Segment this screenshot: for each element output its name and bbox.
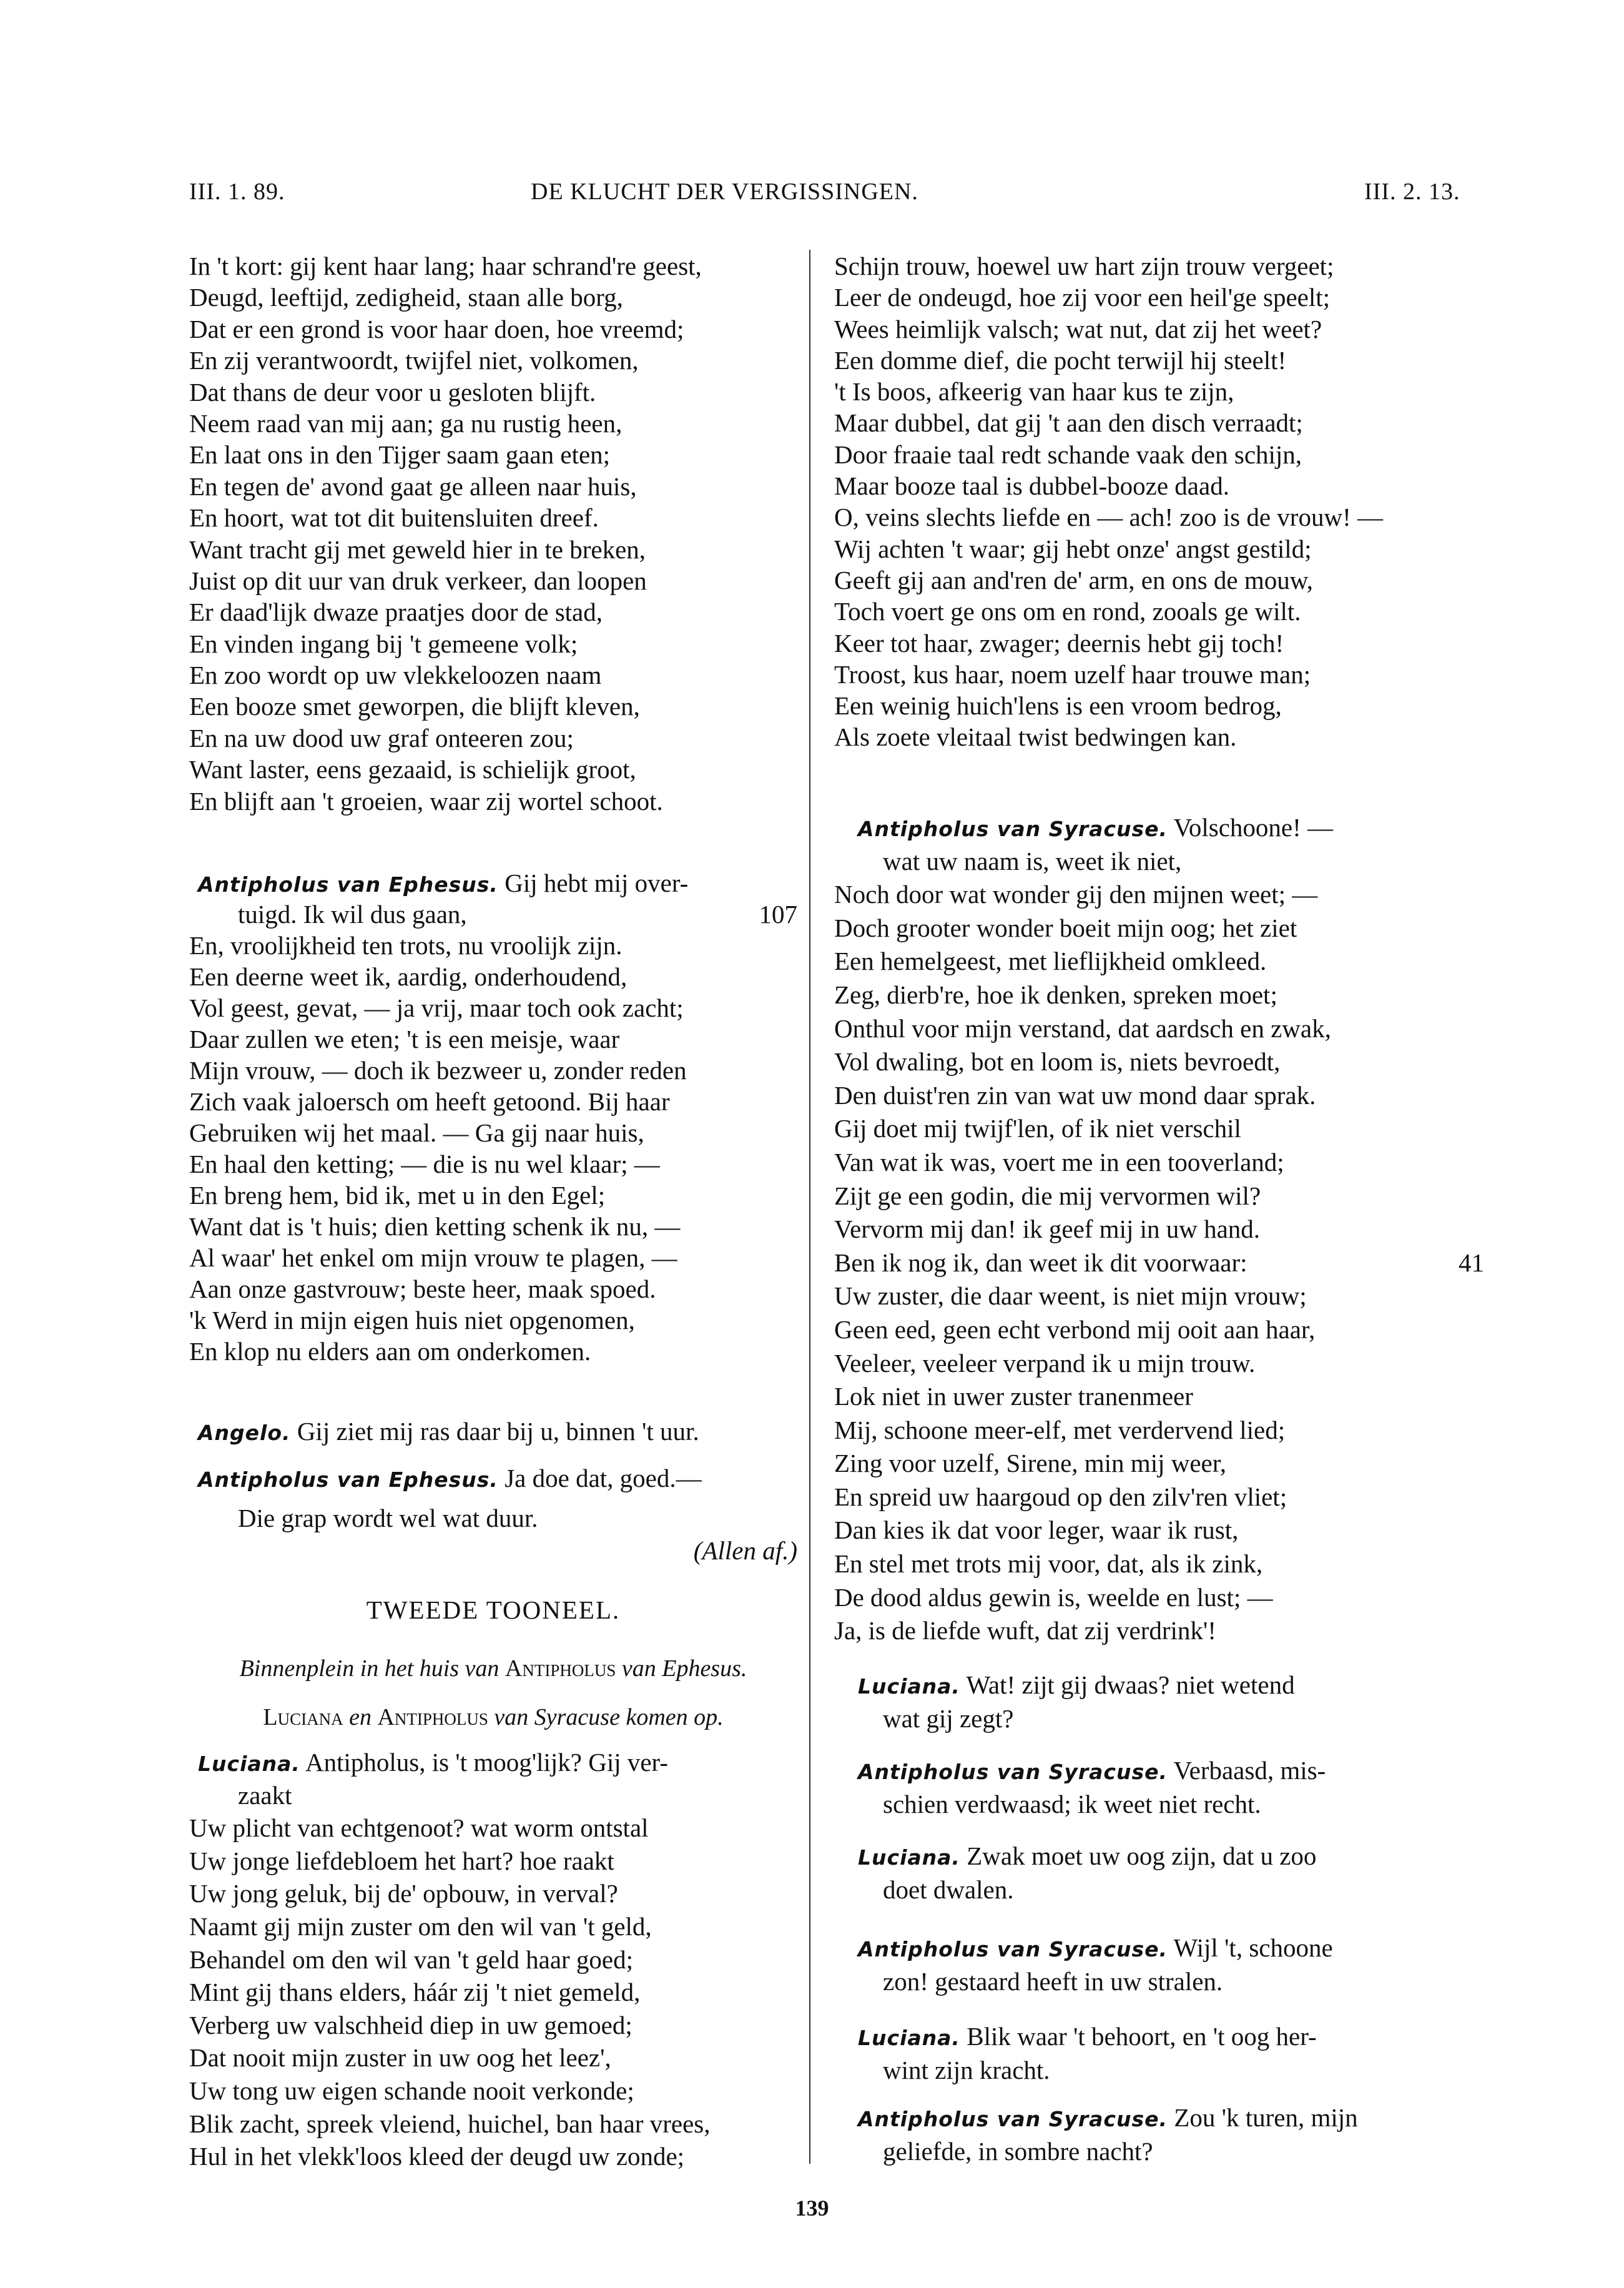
stage-direction-segment: Binnenplein in het huis van: [239, 1655, 505, 1682]
verse-text: Zeg, dierb're, hoe ik denken, spreken moet;: [834, 980, 1277, 1009]
verse-line: [834, 1380, 1484, 1414]
speech-text: Volschoone! —: [1168, 813, 1334, 842]
stage-direction-segment: van Ephesus.: [616, 1655, 747, 1682]
speech-continuation: [834, 2053, 1484, 2087]
verse-line: [189, 1023, 797, 1055]
speaker-name: Antipholus van Ephesus.: [198, 872, 498, 897]
speech-text: Gij ziet mij ras daar bij u, binnen 't uur.: [290, 1417, 699, 1446]
speech-block: [189, 1746, 797, 2173]
verse-text: Geen eed, geen echt verbond mij ooit aan haar,: [834, 1314, 1316, 1344]
verse-line: [834, 1547, 1484, 1581]
verse-line: En vinden ingang bij 't gemeene volk;: [189, 629, 578, 658]
verse-line: [189, 2140, 797, 2173]
verse-text: Ben ik nog ik, dan weet ik dit voorwaar:: [834, 1248, 1248, 1277]
verse-line: Deugd, leeftijd, zedigheid, staan alle borg,: [189, 283, 623, 312]
speech-text: wint zijn kracht.: [883, 2056, 1050, 2084]
stage-exit: (Allen af.): [693, 1536, 797, 1565]
speech-block: [834, 1753, 1484, 1821]
verse-text: En, vroolijkheid ten trots, nu vroolijk zijn.: [189, 931, 623, 960]
speech-continuation: [834, 845, 1484, 879]
verse-line: [189, 2074, 797, 2108]
running-head-title: DE KLUCHT DER VERGISSINGEN.: [531, 179, 918, 205]
speech-text: Ja doe dat, goed.—: [498, 1464, 702, 1492]
verse-line: [189, 1148, 797, 1180]
verse-line: [834, 1012, 1484, 1046]
verse-text: Van wat ik was, voert me in een tooverland;: [834, 1147, 1284, 1176]
verse-text: Uw plicht van echtgenoot? wat worm ontstal: [189, 1813, 649, 1843]
verse-block: [189, 250, 797, 817]
running-head-left: III. 1. 89.: [189, 179, 285, 205]
verse-line: Een domme dief, die pocht terwijl hij steelt!: [834, 345, 1287, 375]
verse-text: Zich vaak jaloersch om heeft getoond. Bij haar: [189, 1087, 670, 1116]
verse-line: [189, 1943, 797, 1976]
line-number: 107: [759, 900, 797, 929]
speech-text: geliefde, in sombre nacht?: [883, 2137, 1153, 2166]
verse-text: Behandel om den wil van 't geld haar goed;: [189, 1945, 634, 1974]
verse-text: Vol geest, gevat, — ja vrij, maar toch ook zacht;: [189, 994, 684, 1022]
speech-text: Zou 'k turen, mijn: [1168, 2103, 1358, 2132]
verse-text: Vol dwaling, bot en loom is, niets bevroedt,: [834, 1047, 1281, 1077]
verse-text: Mijn vrouw, — doch ik bezweer u, zonder reden: [189, 1056, 687, 1085]
speech-first-line: [189, 1416, 797, 1447]
speaker-name: Antipholus van Syracuse.: [858, 1937, 1168, 1961]
verse-text: Hul in het vlekk'loos kleed der deugd uw zonde;: [189, 2142, 685, 2171]
verse-line: En na uw dood uw graf onteeren zou;: [189, 723, 574, 752]
speech-text: zaakt: [238, 1780, 292, 1810]
verse-line: [189, 1242, 797, 1273]
verse-line: En zoo wordt op uw vlekkeloozen naam: [189, 661, 602, 690]
verse-line: [834, 1313, 1484, 1347]
verse-line: [834, 1414, 1484, 1447]
verse-text: Onthul voor mijn verstand, dat aardsch en zwak,: [834, 1013, 1331, 1043]
verse-line: [834, 912, 1484, 945]
verse-text: Want dat is 't huis; dien ketting schenk ik nu, —: [189, 1212, 681, 1241]
speaker-name: Antipholus van Ephesus.: [198, 1467, 498, 1492]
verse-text: Een hemelgeest, met lieflijkheid omkleed.: [834, 947, 1267, 976]
speech-first-line: [189, 1746, 797, 1779]
verse-line: [189, 1180, 797, 1211]
speaker-name: Angelo.: [198, 1421, 291, 1445]
speech-block: [189, 867, 797, 1367]
verse-line: [189, 1086, 797, 1117]
stage-direction-segment: Luciana: [263, 1704, 343, 1730]
speech-first-line: [834, 1668, 1484, 1702]
verse-text: Mij, schoone meer-elf, met verdervend lied;: [834, 1415, 1286, 1444]
speech-text: schien verdwaasd; ik weet niet recht.: [883, 1790, 1261, 1818]
speaker-name: Luciana.: [198, 1752, 300, 1776]
verse-line: Neem raad van mij aan; ga nu rustig heen,: [189, 408, 623, 438]
verse-line: Maar booze taal is dubbel-booze daad.: [834, 471, 1229, 501]
verse-text: Naamt gij mijn zuster om den wil van 't geld,: [189, 1911, 652, 1941]
stage-direction-segment: van Syracuse komen op.: [488, 1704, 724, 1730]
verse-line: [189, 2041, 797, 2074]
speech-block: [834, 2019, 1484, 2087]
verse-line: [834, 1514, 1484, 1547]
verse-text: En klop nu elders aan om onderkomen.: [189, 1337, 591, 1366]
speech-continuation: [189, 1498, 797, 1538]
speech-text: Zwak moet uw oog zijn, dat u zoo: [960, 1842, 1317, 1870]
speech-first-line: [189, 867, 797, 899]
stage-direction: [189, 1653, 797, 1684]
verse-text: Gij doet mij twijf'len, of ik niet verschil: [834, 1114, 1241, 1143]
speech-continuation: [189, 1779, 797, 1812]
verse-text: Uw tong uw eigen schande nooit verkonde;: [189, 2076, 634, 2105]
speech-first-line: [834, 811, 1484, 845]
verse-text: Ja, is de liefde wuft, dat zij verdrink'!: [834, 1616, 1216, 1645]
verse-line: [189, 1117, 797, 1148]
speech-first-line: [834, 1839, 1484, 1873]
speaker-name: Luciana.: [858, 1674, 960, 1699]
verse-line: 't Is boos, afkeerig van haar kus te zijn,: [834, 377, 1234, 407]
line-number: 41: [1459, 1248, 1484, 1277]
speech-text: Blik waar 't behoort, en 't oog her-: [960, 2022, 1317, 2051]
verse-text: En breng hem, bid ik, met u in den Egel;: [189, 1181, 606, 1210]
speech-text: Gij hebt mij over-: [498, 869, 689, 897]
verse-line: En tegen de' avond gaat ge alleen naar huis,: [189, 471, 637, 501]
verse-line: [189, 1845, 797, 1878]
column-divider: [809, 250, 810, 2164]
speech-continuation: [834, 1702, 1484, 1735]
verse-line: [189, 1211, 797, 1242]
verse-line: [834, 1146, 1484, 1180]
verse-text: De dood aldus gewin is, weelde en lust; —: [834, 1582, 1273, 1612]
speaker-name: Antipholus van Syracuse.: [858, 817, 1168, 841]
verse-text: Noch door wat wonder gij den mijnen weet; —: [834, 880, 1318, 909]
verse-line: En hoort, wat tot dit buitensluiten dreef.: [189, 503, 599, 533]
verse-line: [189, 1273, 797, 1304]
speech-first-line: [834, 2101, 1484, 2134]
speech-continuation: [189, 899, 797, 930]
verse-line: Toch voert ge ons om en rond, zooals ge wilt.: [834, 597, 1301, 626]
verse-line: En zij verantwoordt, twijfel niet, volkomen,: [189, 346, 639, 375]
speech-text: zon! gestaard heeft in uw stralen.: [883, 1967, 1223, 1996]
verse-line: Schijn trouw, hoewel uw hart zijn trouw vergeet;: [834, 252, 1334, 280]
stage-direction-segment: en: [343, 1704, 378, 1730]
stage-block: [189, 1653, 797, 1684]
exit-block: [189, 1535, 797, 1566]
speech-block: [834, 1839, 1484, 1906]
verse-line: [189, 961, 797, 992]
verse-text: Uw jong geluk, bij de' opbouw, in verval?: [189, 1879, 618, 1908]
verse-line: [189, 2009, 797, 2042]
verse-line: Dat thans de deur voor u gesloten blijft.: [189, 377, 596, 407]
speech-continuation: [834, 1965, 1484, 1998]
speech-text: Verbaasd, mis-: [1168, 1756, 1326, 1785]
speech-text: Die grap wordt wel wat duur.: [238, 1504, 538, 1532]
verse-line: Want laster, eens gezaaid, is schielijk groot,: [189, 755, 636, 784]
verse-line: O, veins slechts liefde en — ach! zoo is de vrouw! —: [834, 503, 1383, 532]
verse-line: Er daad'lijk dwaze praatjes door de stad,: [189, 598, 603, 627]
verse-line: [834, 878, 1484, 912]
verse-text: Aan onze gastvrouw; beste heer, maak spoed.: [189, 1275, 656, 1303]
verse-text: Den duist'ren zin van wat uw mond daar sprak.: [834, 1080, 1316, 1110]
verse-text: 'k Werd in mijn eigen huis niet opgenomen,: [189, 1306, 635, 1334]
verse-line: Dat er een grond is voor haar doen, hoe vreemd;: [189, 314, 684, 343]
speech-block: [189, 1458, 797, 1538]
speaker-name: Antipholus van Syracuse.: [858, 1760, 1168, 1784]
verse-text: Blik zacht, spreek vleiend, huichel, ban haar vrees,: [189, 2109, 711, 2138]
verse-text: Vervorm mij dan! ik geef mij in uw hand.: [834, 1215, 1261, 1244]
verse-line: [834, 979, 1484, 1012]
verse-text: Daar zullen we eten; 't is een meisje, waar: [189, 1025, 620, 1053]
verse-text: Al waar' het enkel om mijn vrouw te plagen, —: [189, 1243, 677, 1272]
verse-line: [834, 1180, 1484, 1213]
verse-text: Dan kies ik dat voor leger, waar ik rust,: [834, 1516, 1239, 1545]
verse-line: [834, 1112, 1484, 1146]
verse-text: Verberg uw valschheid diep in uw gemoed;: [189, 2010, 632, 2039]
speech-first-line: [834, 1931, 1484, 1965]
verse-text: Zijt ge een godin, die mij vervormen wil?: [834, 1181, 1261, 1210]
verse-line: In 't kort: gij kent haar lang; haar schrand're geest,: [189, 252, 702, 280]
verse-text: En stel met trots mij voor, dat, als ik zink,: [834, 1549, 1263, 1579]
verse-line: [834, 1213, 1484, 1246]
verse-line: [834, 1280, 1484, 1313]
speech-block: [834, 2101, 1484, 2168]
verse-line: En laat ons in den Tijger saam gaan eten;: [189, 440, 611, 470]
verse-line: Troost, kus haar, noem uzelf haar trouwe man;: [834, 659, 1311, 689]
verse-line: [834, 1045, 1484, 1079]
speech-first-line: [834, 2019, 1484, 2053]
speaker-name: Antipholus van Syracuse.: [858, 2107, 1168, 2131]
verse-block: [834, 250, 1484, 753]
verse-line: [189, 1055, 797, 1086]
verse-line: [834, 1581, 1484, 1615]
speech-text: wat uw naam is, weet ik niet,: [883, 846, 1182, 875]
speech-block: [834, 1931, 1484, 1998]
verse-line: [189, 992, 797, 1023]
speech-text: Antipholus, is 't moog'lijk? Gij ver-: [300, 1748, 669, 1777]
verse-line: Wees heimlijk valsch; wat nut, dat zij het weet?: [834, 314, 1322, 343]
verse-line: Want tracht gij met geweld hier in te breken,: [189, 535, 646, 564]
verse-text: Zing voor uzelf, Sirene, min mij weer,: [834, 1449, 1226, 1478]
verse-line: Een weinig huich'lens is een vroom bedrog,: [834, 691, 1282, 721]
verse-line: Wij achten 't waar; gij hebt onze' angst gestild;: [834, 534, 1312, 563]
verse-line: [834, 1246, 1484, 1280]
speech-text: wat gij zegt?: [883, 1704, 1014, 1733]
verse-line: [189, 1812, 797, 1845]
page-number: 139: [795, 2196, 829, 2221]
verse-line: Een booze smet geworpen, die blijft kleven,: [189, 692, 640, 721]
speech-text: doet dwalen.: [883, 1875, 1014, 1904]
speech-first-line: [834, 1753, 1484, 1787]
verse-line: [834, 1447, 1484, 1481]
verse-line: [834, 1347, 1484, 1381]
verse-line: Als zoete vleitaal twist bedwingen kan.: [834, 722, 1237, 752]
speech-text: tuigd. Ik wil dus gaan,: [238, 900, 467, 929]
speech-block: [834, 811, 1484, 1648]
stage-block: [189, 1702, 797, 1733]
verse-line: En blijft aan 't groeien, waar zij wortel schoot.: [189, 786, 663, 816]
verse-line: [189, 1336, 797, 1367]
speech-first-line: [189, 1458, 797, 1498]
verse-text: Doch grooter wonder boeit mijn oog; het ziet: [834, 913, 1297, 942]
scene-heading: TWEEDE TOONEEL.: [366, 1595, 621, 1624]
verse-line: [834, 1481, 1484, 1514]
verse-line: Leer de ondeugd, hoe zij voor een heil'ge speelt;: [834, 283, 1331, 312]
speech-continuation: [834, 2134, 1484, 2168]
stage-direction-segment: Antipholus: [377, 1704, 488, 1730]
running-head-right: III. 2. 13.: [1364, 179, 1460, 205]
verse-line: [189, 1910, 797, 1943]
heading-block: [189, 1594, 797, 1625]
verse-text: Veeleer, veeleer verpand ik u mijn trouw.: [834, 1348, 1256, 1378]
verse-text: Mint gij thans elders, háár zij 't niet gemeld,: [189, 1978, 641, 2007]
speech-text: Wijl 't, schoone: [1168, 1933, 1333, 1962]
speech-block: [834, 1668, 1484, 1735]
speech-continuation: [834, 1873, 1484, 1906]
speech-continuation: [834, 1787, 1484, 1821]
verse-text: Dat nooit mijn zuster in uw oog het leez',: [189, 2043, 611, 2073]
verse-line: [834, 945, 1484, 979]
verse-line: Juist op dit uur van druk verkeer, dan loopen: [189, 566, 647, 595]
verse-text: Lok niet in uwer zuster tranenmeer: [834, 1382, 1193, 1411]
stage-direction-segment: Antipholus: [504, 1655, 616, 1682]
verse-text: En haal den ketting; — die is nu wel klaar; —: [189, 1150, 660, 1178]
verse-line: [189, 1877, 797, 1910]
verse-line: Door fraaie taal redt schande vaak den schijn,: [834, 440, 1302, 469]
verse-line: [189, 1304, 797, 1336]
verse-line: [834, 1079, 1484, 1113]
verse-line: [189, 1976, 797, 2009]
verse-text: Een deerne weet ik, aardig, onderhoudend,: [189, 962, 627, 991]
speaker-name: Luciana.: [858, 1845, 960, 1870]
stage-direction: [189, 1702, 797, 1733]
speech-block: [189, 1416, 797, 1447]
verse-text: Uw zuster, die daar weent, is niet mijn vrouw;: [834, 1281, 1307, 1311]
verse-text: Uw jonge liefdebloem het hart? hoe raakt: [189, 1846, 614, 1875]
verse-text: En spreid uw haargoud op den zilv'ren vliet;: [834, 1482, 1287, 1511]
verse-text: Gebruiken wij het maal. — Ga gij naar huis,: [189, 1118, 644, 1147]
verse-line: Geeft gij aan and'ren de' arm, en ons de mouw,: [834, 565, 1313, 594]
verse-line: [189, 930, 797, 961]
verse-line: Keer tot haar, zwager; deernis hebt gij toch!: [834, 628, 1284, 658]
verse-line: [834, 1614, 1484, 1648]
verse-line: [189, 2108, 797, 2141]
speech-text: Wat! zijt gij dwaas? niet wetend: [960, 1670, 1295, 1699]
speaker-name: Luciana.: [858, 2026, 960, 2050]
verse-line: Maar dubbel, dat gij 't aan den disch verraadt;: [834, 408, 1303, 438]
